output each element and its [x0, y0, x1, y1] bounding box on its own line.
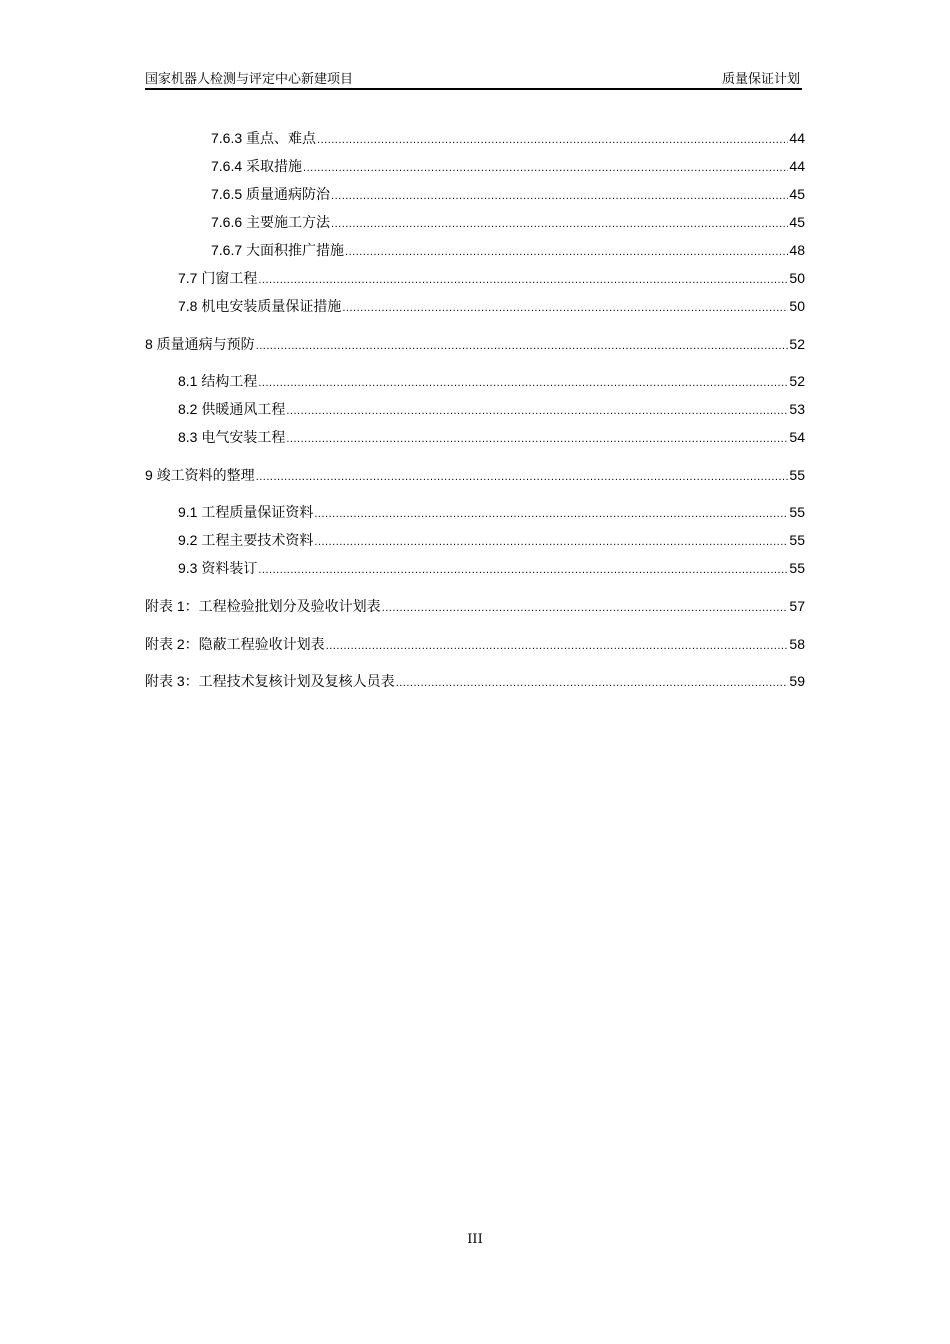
toc-entry-7-7[interactable]	[178, 268, 805, 288]
toc-entry-page: 50	[789, 270, 805, 286]
toc-entry-label: 8.2 供暖通风工程	[178, 401, 286, 417]
toc-entry-page: 54	[789, 429, 805, 445]
dot-leader	[342, 302, 788, 314]
project-title: 国家机器人检测与评定中心新建项目	[145, 72, 354, 87]
document-title: 质量保证计划	[721, 72, 800, 87]
toc-entry-page: 55	[789, 467, 805, 483]
dot-leader	[382, 602, 789, 614]
toc-entry-label: 8 质量通病与预防	[145, 336, 255, 352]
toc-entry-page: 57	[789, 598, 805, 614]
dot-leader	[256, 471, 789, 483]
toc-entry-page: 58	[789, 636, 805, 652]
toc-entry-label: 7.6.4 采取措施	[211, 158, 303, 174]
toc-entry-appendix-2[interactable]	[145, 634, 805, 654]
toc-entry-9-1[interactable]	[178, 502, 805, 522]
toc-entry-page: 50	[789, 298, 805, 314]
toc-entry-page: 44	[789, 130, 805, 146]
dot-leader	[326, 640, 789, 652]
toc-entry-appendix-3[interactable]	[145, 671, 805, 691]
toc-entry-9-2[interactable]	[178, 530, 805, 550]
toc-entry-label: 附表 3：工程技术复核计划及复核人员表	[145, 673, 395, 689]
toc-entry-8[interactable]	[145, 334, 805, 354]
toc-entry-label: 7.6.6 主要施工方法	[211, 214, 331, 230]
dot-leader	[286, 405, 788, 417]
dot-leader	[396, 677, 789, 689]
dot-leader	[286, 433, 788, 445]
toc-entry-7-6-6[interactable]	[211, 212, 805, 232]
toc-entry-8-3[interactable]	[178, 427, 805, 447]
page-header	[145, 66, 802, 90]
toc-entry-page: 59	[789, 673, 805, 689]
dot-leader	[331, 218, 788, 230]
toc-entry-page: 45	[789, 214, 805, 230]
toc-entry-7-6-3[interactable]	[211, 128, 805, 148]
toc-entry-9-3[interactable]	[178, 558, 805, 578]
toc-entry-7-6-5[interactable]	[211, 184, 805, 204]
toc-entry-9[interactable]	[145, 465, 805, 485]
dot-leader	[314, 536, 788, 548]
toc-entry-page: 55	[789, 560, 805, 576]
dot-leader	[314, 508, 788, 520]
toc-entry-page: 55	[789, 532, 805, 548]
toc-entry-page: 48	[789, 242, 805, 258]
toc-entry-7-6-7[interactable]	[211, 240, 805, 260]
toc-entry-page: 53	[789, 401, 805, 417]
dot-leader	[303, 162, 788, 174]
dot-leader	[345, 246, 788, 258]
toc-entry-label: 7.6.7 大面积推广措施	[211, 242, 345, 258]
toc-entry-label: 8.1 结构工程	[178, 373, 258, 389]
toc-entry-label: 附表 2：隐蔽工程验收计划表	[145, 636, 325, 652]
dot-leader	[258, 274, 788, 286]
toc-entry-7-6-4[interactable]	[211, 156, 805, 176]
toc-entry-label: 8.3 电气安装工程	[178, 429, 286, 445]
toc-entry-page: 45	[789, 186, 805, 202]
page-footer	[0, 1232, 950, 1247]
page-number: III	[467, 1232, 483, 1247]
toc-entry-label: 9.1 工程质量保证资料	[178, 504, 314, 520]
toc-entry-label: 9.2 工程主要技术资料	[178, 532, 314, 548]
dot-leader	[331, 190, 788, 202]
toc-entry-page: 55	[789, 504, 805, 520]
dot-leader	[317, 134, 788, 146]
toc-entry-8-1[interactable]	[178, 371, 805, 391]
toc-entry-page: 44	[789, 158, 805, 174]
dot-leader	[256, 340, 789, 352]
toc-entry-appendix-1[interactable]	[145, 596, 805, 616]
dot-leader	[258, 377, 788, 389]
toc-entry-label: 9 竣工资料的整理	[145, 467, 255, 483]
toc-entry-8-2[interactable]	[178, 399, 805, 419]
toc-entry-page: 52	[789, 336, 805, 352]
toc-entry-label: 7.6.5 质量通病防治	[211, 186, 331, 202]
toc-entry-label: 7.7 门窗工程	[178, 270, 258, 286]
toc-entry-label: 7.8 机电安装质量保证措施	[178, 298, 342, 314]
toc-entry-page: 52	[789, 373, 805, 389]
toc-entry-label: 附表 1：工程检验批划分及验收计划表	[145, 598, 381, 614]
toc-entry-label: 9.3 资料装订	[178, 560, 258, 576]
toc-entry-7-8[interactable]	[178, 296, 805, 316]
toc-entry-label: 7.6.3 重点、难点	[211, 130, 317, 146]
dot-leader	[258, 564, 788, 576]
